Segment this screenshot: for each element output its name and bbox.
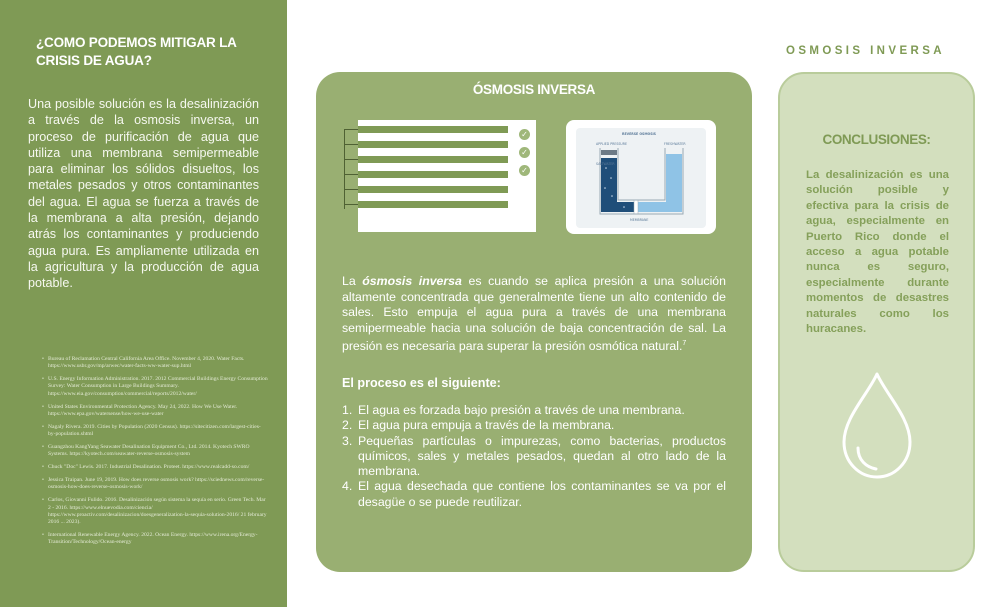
middle-title: ÓSMOSIS INVERSA	[472, 82, 596, 97]
diagram-left-label: APPLIED PRESSURE	[596, 142, 627, 146]
step-number: 4.	[342, 479, 353, 494]
brace-tick	[344, 159, 358, 160]
checklist-graphic	[344, 120, 536, 232]
reference-item: • Jessica Traipan. June 19, 2019. How does reverse osmosis work? https://sciednews.com/reverse-osmosis-how-does-reverse-osmosis-work/	[42, 477, 268, 492]
check-icon: ✓	[519, 129, 530, 140]
water-drop-icon	[838, 370, 916, 482]
para-emphasis: ósmosis inversa	[362, 274, 462, 288]
process-step	[342, 418, 726, 433]
checklist-brace	[344, 129, 358, 209]
middle-card	[316, 72, 752, 572]
reference-item: • U.S. Energy Information Administration. 2017. 2012 Commercial Buildings Energy Consumption Survey: Water Consumption in Large Buildings Summary. https://www.eia.gov/consumption/commercial/reports/2012/water/	[42, 376, 268, 398]
step-text: El agua desechada que contiene los contaminantes se va por el desagüe o se puede reutilizar.	[358, 479, 726, 509]
diagram-left-sub: SALTWATER	[596, 162, 615, 166]
left-panel	[0, 0, 287, 607]
checklist-bar	[358, 126, 508, 133]
para-rest: es cuando se aplica presión a una solución altamente concentrada que generalmente tiene un alto contenido de sales. Esto empuja el agua pura a través de una membrana semipermeable hacia una solución de baja concentración de sal. La presión es necesaria para superar la presión osmótica natural.	[342, 274, 726, 354]
reference-item: • Guangzhou KangYang Seawater Desalination Equipment Co., Ltd. 2014. Kyotech SWRO Systems. https://kyotech.com/seawater-reverse-osmosis-system	[42, 444, 268, 459]
reference-item: • Nagaly Rivera. 2019. Cities by Population (2020 Census). https://sitecitizen.com/largest-cities-by-population.shtml	[42, 424, 268, 439]
process-step	[342, 403, 726, 418]
process-step	[342, 479, 726, 510]
step-text: El agua pura empuja a través de la membrana.	[358, 418, 615, 433]
process-heading: El proceso es el siguiente:	[342, 376, 501, 390]
osmosis-description	[342, 274, 726, 355]
checklist-bar	[358, 141, 508, 148]
diagram-bottom-label: MEMBRANE	[630, 218, 649, 222]
conclusions-title: CONCLUSIONES:	[822, 132, 931, 147]
check-icon: ✓	[519, 165, 530, 176]
left-body-text: Una posible solución es la desalinización a través de la osmosis inversa, un proceso de purificación de agua que utiliza una membrana semipermeable para eliminar los sólidos disueltos, los metales pesados y otros contaminantes del agua. El agua se fuerza a través de la membrana a alta presión, dejando atrás los contaminantes y produciendo agua pura. Es ampliamente utilizada en la agricultura y la producción de agua potable.	[28, 97, 259, 291]
checklist-bar	[358, 171, 508, 178]
process-steps-list	[342, 403, 726, 510]
process-step	[342, 434, 726, 480]
brace-tick	[344, 204, 358, 205]
reference-item: • Carlos, Giovanni Fulido. 2016. Desalinización según sistema la sequía en serio. Green Tech. Mar 2 - 2016. https://www.elnuevodia.com/ciencia/ https://www.proactiv.com/desalinizacion/doesgeneralization-la-sequia-solution-2016/ 21 february 2016 ... 2023).	[42, 497, 268, 526]
reference-item: • United States Environmental Protection Agency. May 24, 2022. How We Use Water. https://www.epa.gov/watersense/how-we-use-water	[42, 404, 268, 419]
footnote-marker: 7	[682, 340, 687, 347]
left-title: ¿COMO PODEMOS MITIGAR LA CRISIS DE AGUA?	[36, 35, 237, 68]
reference-item: • Chuck "Doc" Lewis. 2017. Industrial Desalination. Proteet. https://www.realcadd-so.com/	[42, 464, 268, 471]
diagram-title: REVERSE OSMOSIS	[622, 132, 656, 136]
checklist-bar	[358, 186, 508, 193]
brace-tick	[344, 174, 358, 175]
brace-tick	[344, 189, 358, 190]
conclusions-body: La desalinización es una solución posible y efectiva para la crisis de agua, especialmente en Puerto Rico donde el acceso a agua potable nunca es seguro, especialmente durante momentos de desastres naturales como los huracanes.	[806, 169, 949, 336]
brace-tick	[344, 129, 358, 130]
reference-item: • Bureau of Reclamation Central California Area Office. November 4, 2020. Water Facts. https://www.usbr.gov/mp/arwec/water-facts-ww-water-sup.html	[42, 356, 268, 371]
page-label: OSMOSIS INVERSA	[786, 45, 945, 57]
step-text: El agua es forzada bajo presión a través de una membrana.	[358, 403, 685, 417]
step-number: 1.	[342, 403, 353, 417]
step-number: 3.	[342, 433, 353, 448]
checklist-bar	[358, 201, 508, 208]
step-number: 2.	[342, 418, 353, 433]
conclusions-card	[778, 72, 975, 572]
diagram-panel	[576, 128, 706, 228]
step-text: Pequeñas partículas o impurezas, como bacterias, productos químicos, sales y metales pesados, quedan al otro lado de la membrana.	[358, 433, 726, 479]
reverse-osmosis-diagram	[566, 120, 716, 234]
check-icon: ✓	[519, 147, 530, 158]
checklist-bar	[358, 156, 508, 163]
para-start: La	[342, 274, 363, 288]
brace-tick	[344, 144, 358, 145]
reference-item: • International Renewable Energy Agency. 2022. Ocean Energy. https://www.irena.org/Energy-Transition/Technology/Ocean-energy	[42, 532, 268, 547]
references-list	[42, 356, 268, 552]
diagram-right-label: FRESHWATER	[664, 142, 686, 146]
